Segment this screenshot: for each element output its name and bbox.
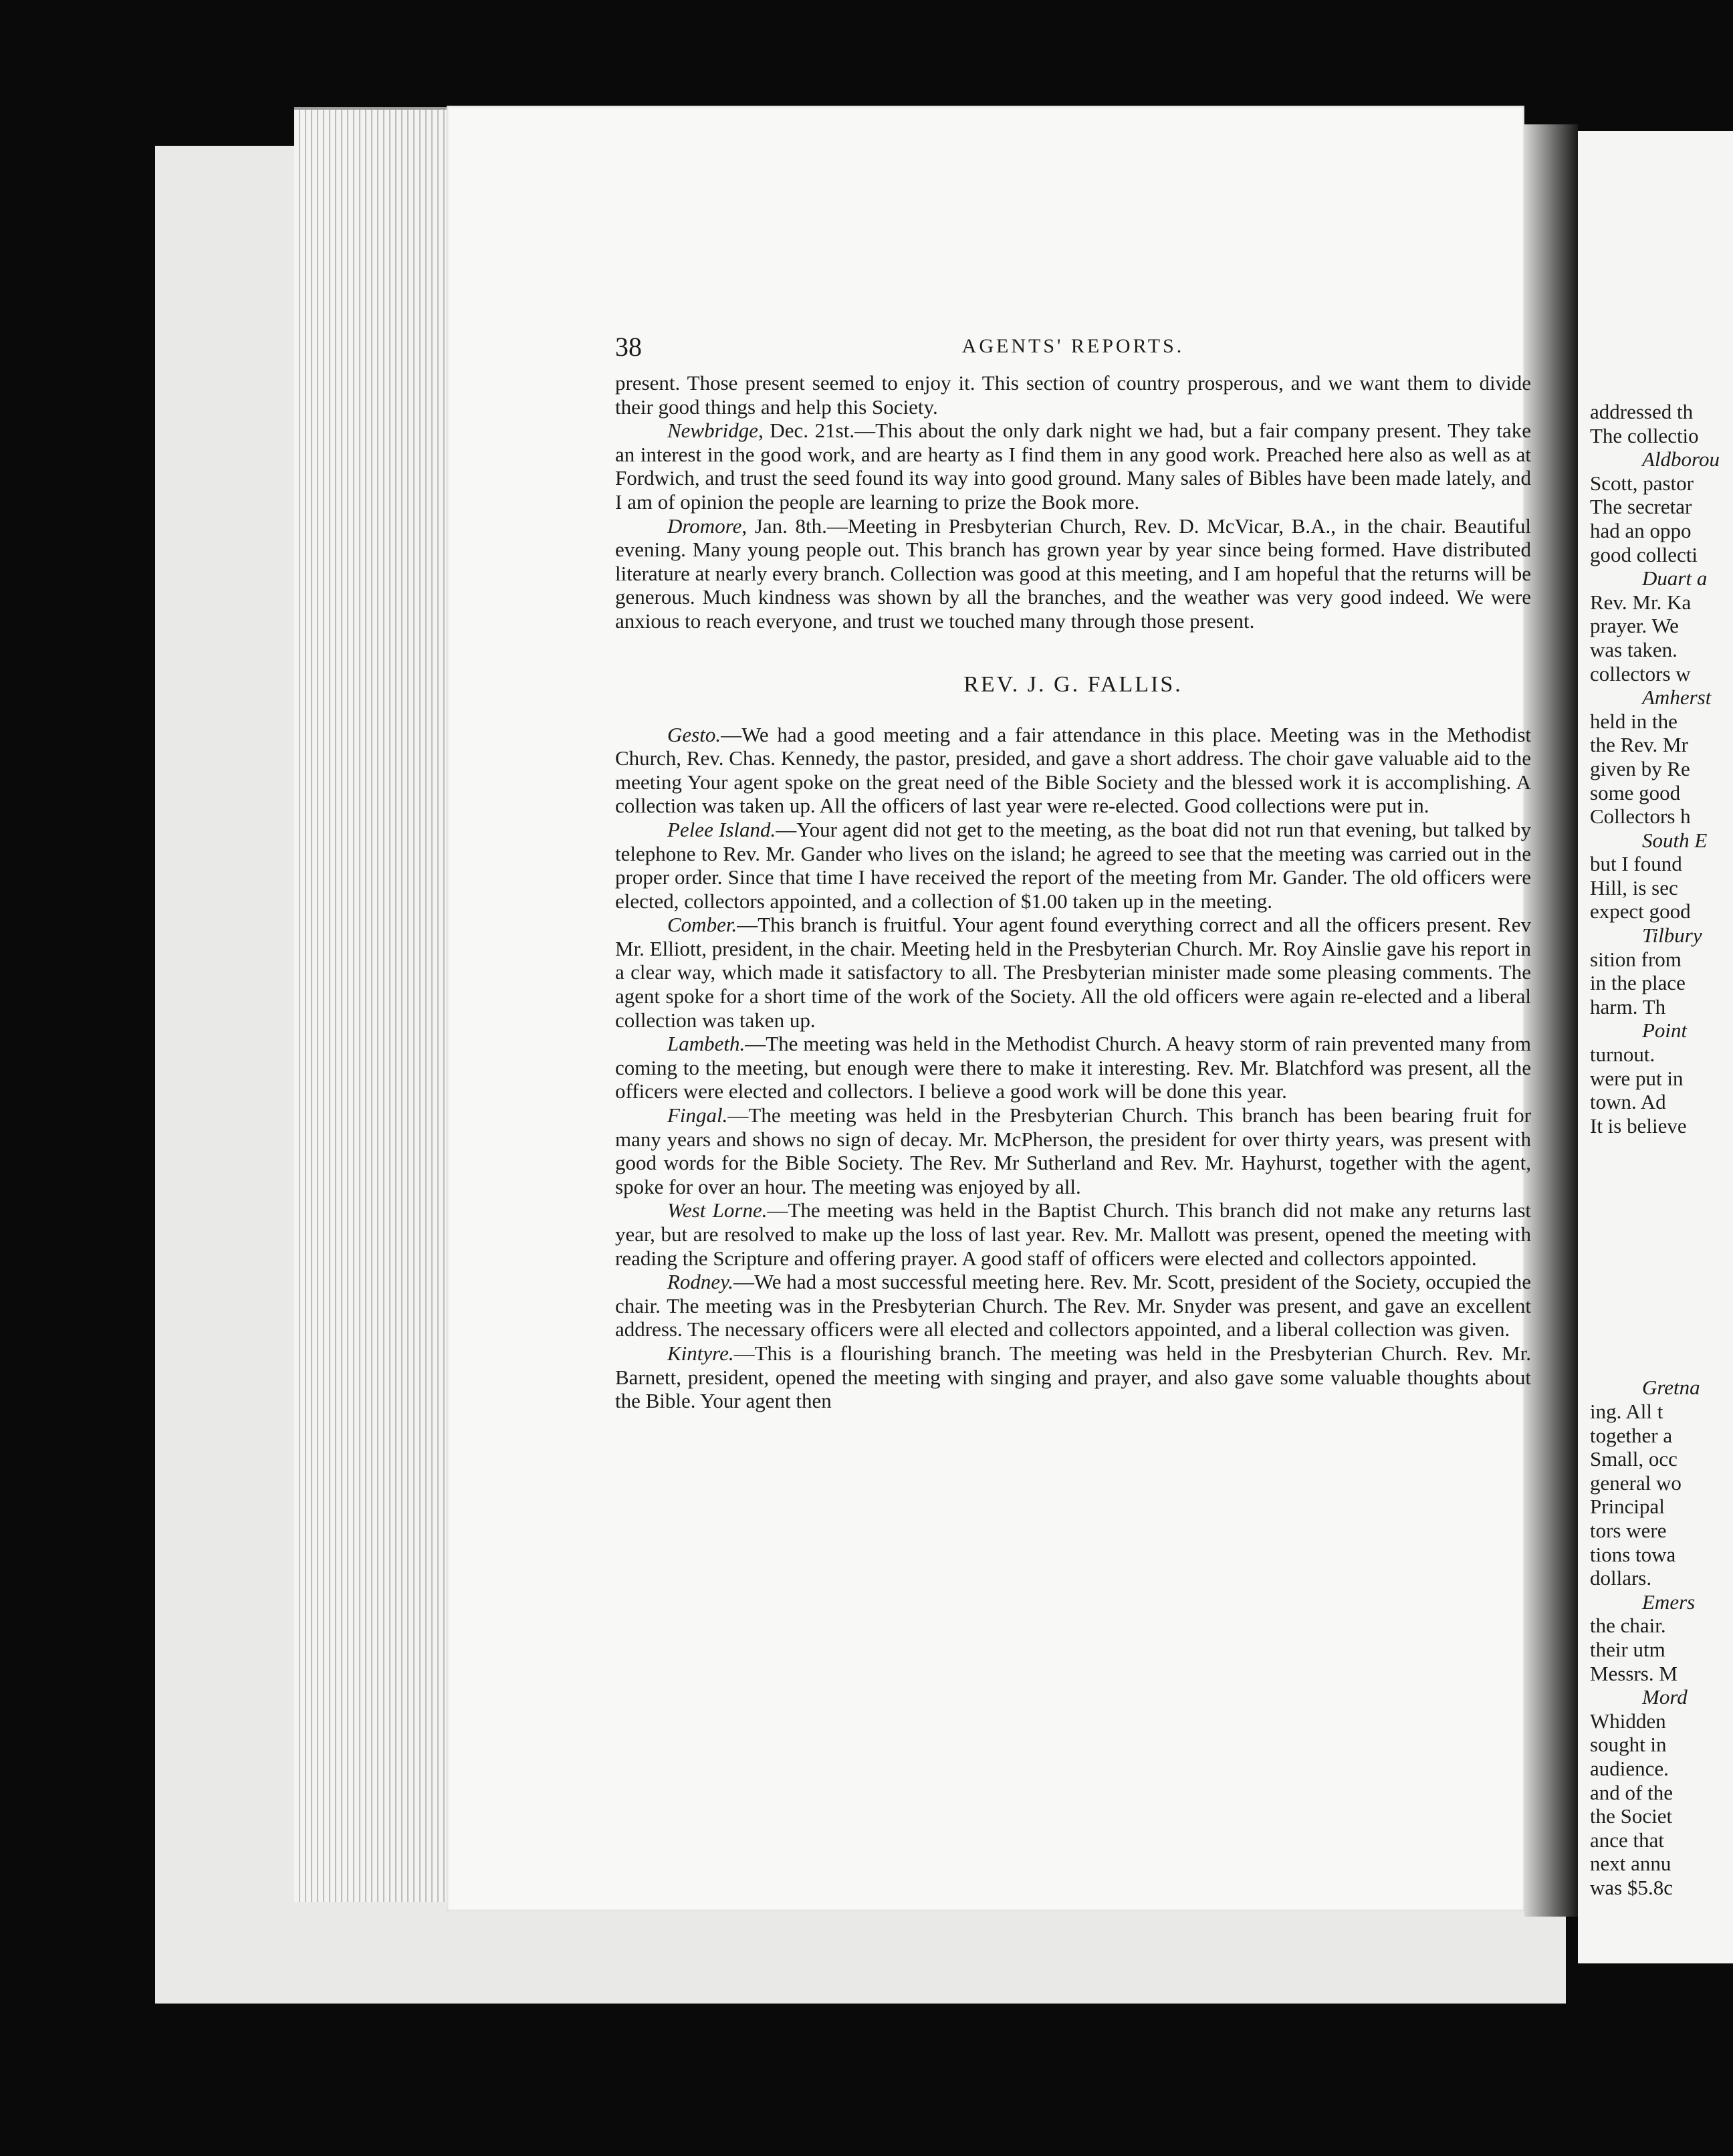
report-text: —This is a flourishing branch. The meeting was held in the Presbyterian Church. Rev. Mr. Barnett, president, opened the meeting with singing and prayer, and also gave some valuable thoughts about the Bible. Your agent then <box>615 1341 1531 1413</box>
report-paragraph <box>615 1032 1531 1103</box>
facing-line-text: Rev. Mr. Ka <box>1590 590 1692 614</box>
facing-line-text: expect good <box>1590 899 1691 924</box>
report-paragraph <box>615 723 1531 818</box>
facing-page-line <box>1590 1495 1733 1519</box>
facing-line-text: sought in <box>1590 1733 1667 1757</box>
facing-page-line <box>1590 829 1733 853</box>
facing-line-text: tors were <box>1590 1518 1667 1542</box>
facing-line-text: Collectors h <box>1590 804 1691 829</box>
intro-reports <box>615 371 1531 633</box>
facing-line-text: the chair. <box>1590 1614 1666 1638</box>
facing-line-text: sition from <box>1590 947 1682 971</box>
facing-page-line <box>1590 1638 1733 1662</box>
facing-line-text: town. Ad <box>1590 1090 1666 1114</box>
facing-page-line <box>1590 495 1733 519</box>
page-number: 38 <box>615 332 642 362</box>
section-heading: REV. J. G. FALLIS. <box>963 671 1183 697</box>
report-text: —The meeting was held in the Baptist Church. This branch did not make any returns last year, but are resolved to make up the loss of last year. Rev. Mr. Mallott was present, opened the meeting with reading the Scripture and offering prayer. A good staff of officers were elected and collectors appointed. <box>615 1198 1532 1270</box>
page-content <box>615 331 1531 1413</box>
facing-page-line <box>1590 733 1733 757</box>
facing-page-line <box>1590 471 1733 496</box>
report-text: present. Those present seemed to enjoy it. This section of country prosperous, and we want them to divide their good things and help this Society. <box>615 371 1531 419</box>
report-paragraph <box>615 1103 1531 1198</box>
facing-line-text: in the place <box>1590 971 1686 995</box>
facing-place-name: Amherst <box>1642 685 1712 710</box>
facing-page-line <box>1590 1543 1733 1567</box>
report-paragraph <box>615 913 1531 1032</box>
facing-page-line <box>1590 1090 1733 1114</box>
facing-page-line <box>1590 638 1733 662</box>
report-paragraph <box>615 1270 1531 1341</box>
agent-reports <box>615 723 1531 1413</box>
facing-page-line <box>1590 1733 1733 1757</box>
facing-line-text: The secretar <box>1590 495 1692 519</box>
facing-page-line <box>1590 662 1733 686</box>
facing-page-line <box>1590 924 1733 948</box>
place-name: Comber. <box>667 913 737 937</box>
facing-page-line <box>1590 1614 1733 1638</box>
report-text: —This branch is fruitful. Your agent found everything correct and all the officers present. Rev Mr. Elliott, president, in the chair. Meeting held in the Presbyterian Church. Mr. Roy Ainslie gave his report in a clear way, which made it satisfactory to all. The Presbyterian minister made some pleasing comments. The agent spoke for a short time of the work of the Society. All the old officers were again re-elected and a liberal collection was taken up. <box>615 913 1531 1032</box>
facing-line-text: Scott, pastor <box>1590 471 1694 495</box>
facing-line-text: given by Re <box>1590 756 1690 780</box>
facing-page-line <box>1590 1804 1733 1828</box>
facing-page-line <box>1590 590 1733 615</box>
place-name: Pelee Island. <box>667 817 776 841</box>
report-text: —We had a good meeting and a fair attendance in this place. Meeting was in the Methodist Church, Rev. Chas. Kennedy, the pastor, presided, and gave a short address. The choir gave valuable aid to the meeting Your agent spoke on the great need of the Bible Society and the blessed work it is accomplishing. A collection was taken up. All the officers of last year were re-elected. Good collections were put in. <box>615 722 1531 818</box>
place-name: Newbridge <box>667 419 759 443</box>
facing-line-text: tions towa <box>1590 1542 1676 1566</box>
facing-page-line <box>1590 1852 1733 1876</box>
facing-line-text: audience. <box>1590 1756 1669 1780</box>
facing-line-text: some good <box>1590 780 1681 804</box>
facing-line-text: It is believe <box>1590 1113 1687 1138</box>
report-paragraph <box>615 514 1531 633</box>
facing-line-text: good collecti <box>1590 542 1698 566</box>
facing-page-text <box>1590 400 1733 1899</box>
facing-line-text: the Rev. Mr <box>1590 733 1688 757</box>
facing-line-text: was taken. <box>1590 637 1678 661</box>
facing-page-line <box>1590 447 1733 471</box>
facing-line-text: general wo <box>1590 1471 1682 1495</box>
facing-page-line <box>1590 1376 1733 1400</box>
facing-place-name: Mord <box>1642 1685 1688 1709</box>
facing-line-text: held in the <box>1590 709 1678 733</box>
report-text: —We had a most successful meeting here. Rev. Mr. Scott, president of the Society, occupied the chair. The meeting was in the Presbyterian Church. The Rev. Mr. Snyder was present, and gave an excellent address. The necessary officers were all elected and collectors appointed, and a liberal collection was given. <box>615 1270 1531 1341</box>
facing-place-name: Tilbury <box>1642 924 1702 948</box>
facing-page-line <box>1590 519 1733 543</box>
facing-page-line <box>1590 710 1733 734</box>
facing-page-line <box>1590 971 1733 995</box>
running-title: AGENTS' REPORTS. <box>961 335 1185 357</box>
facing-page-line <box>1590 948 1733 972</box>
facing-line-text: was $5.8c <box>1590 1875 1673 1899</box>
facing-page-line <box>1590 1781 1733 1805</box>
facing-line-text: Hill, is sec <box>1590 875 1678 899</box>
facing-place-name: Duart a <box>1642 566 1708 590</box>
facing-page-line <box>1590 1424 1733 1448</box>
facing-page-line <box>1590 1018 1733 1043</box>
report-text: —Your agent did not get to the meeting, as the boat did not run that evening, but talked by telephone to Rev. Mr. Gander who lives on the island; he agreed to see that the meeting was carried out in the proper order. Since that time I have received the report of the meeting from Mr. Gander. The old officers were elected, collectors appointed, and a collection of $1.00 taken up in the meeting. <box>615 817 1531 913</box>
facing-line-text: addressed th <box>1590 400 1694 423</box>
facing-page-line <box>1590 566 1733 590</box>
facing-page-line <box>1590 995 1733 1019</box>
report-paragraph <box>615 1198 1531 1270</box>
facing-line-text: ing. All t <box>1590 1400 1663 1423</box>
facing-line-text: together a <box>1590 1423 1673 1447</box>
facing-place-name: Gretna <box>1642 1376 1700 1400</box>
facing-line-text: Messrs. M <box>1590 1661 1678 1685</box>
facing-page-line <box>1590 876 1733 900</box>
facing-page-line <box>1590 424 1733 448</box>
facing-page-line <box>1590 1828 1733 1852</box>
facing-page-line <box>1590 1685 1733 1709</box>
facing-place-name: Point <box>1642 1018 1688 1043</box>
page-edges-stack <box>294 107 448 1902</box>
place-name: West Lorne. <box>667 1198 768 1222</box>
facing-page-line <box>1590 1590 1733 1614</box>
facing-page-line <box>1590 614 1733 638</box>
report-paragraph <box>615 419 1531 514</box>
facing-page-line <box>1590 1043 1733 1067</box>
facing-page-line <box>1590 1519 1733 1543</box>
report-paragraph <box>615 371 1531 419</box>
facing-page-line <box>1590 685 1733 710</box>
facing-page-line <box>1590 543 1733 567</box>
report-text: , Jan. 8th.—Meeting in Presbyterian Church, Rev. D. McVicar, B.A., in the chair. Beautiful evening. Many young people out. This branch has grown year by year since being formed. Have distributed literature at nearly every branch. Collection was good at this meeting, and I am hopeful that the returns will be generous. Much kindness was shown by all the branches, and the weather was very good indeed. We were anxious to reach everyone, and trust we touched many through those present. <box>615 514 1531 633</box>
facing-line-text: the Societ <box>1590 1804 1673 1828</box>
facing-line-text: prayer. We <box>1590 614 1679 638</box>
facing-page <box>1578 131 1733 1963</box>
facing-page-line <box>1590 1447 1733 1471</box>
place-name: Fingal. <box>667 1103 728 1127</box>
facing-line-text: their utm <box>1590 1637 1665 1661</box>
facing-line-text: Small, occ <box>1590 1447 1678 1471</box>
facing-line-text: were put in <box>1590 1066 1684 1090</box>
place-name: Lambeth. <box>667 1032 745 1056</box>
facing-page-line <box>1590 804 1733 829</box>
facing-line-text: Principal <box>1590 1495 1665 1519</box>
facing-page-line <box>1590 781 1733 805</box>
page-header <box>615 331 1531 371</box>
facing-line-text: had an oppo <box>1590 518 1692 542</box>
facing-page-line <box>1590 1067 1733 1091</box>
facing-line-text: next annu <box>1590 1852 1671 1876</box>
facing-page-line <box>1590 852 1733 876</box>
facing-page-line <box>1590 1662 1733 1686</box>
facing-line-text: turnout. <box>1590 1043 1655 1067</box>
facing-line-text: but I found <box>1590 852 1682 876</box>
facing-page-line <box>1590 1400 1733 1424</box>
report-text: , Dec. 21st.—This about the only dark night we had, but a fair company present. They take an interest in the good work, and are hearty as I find them in any good work. Preached here also as well as at Fordwich, and trust the seed found its way into good ground. Many sales of Bibles have been made lately, and I am of opinion the people are learning to prize the Book more. <box>615 419 1531 514</box>
facing-page-line <box>1590 1876 1733 1900</box>
facing-page-line <box>1590 899 1733 924</box>
facing-page-line <box>1590 757 1733 781</box>
report-paragraph <box>615 1341 1531 1413</box>
place-name: Rodney. <box>667 1270 733 1294</box>
facing-place-name: Aldborou <box>1642 447 1720 471</box>
facing-page-line <box>1590 1757 1733 1781</box>
facing-page-line <box>1590 1709 1733 1733</box>
facing-page-line <box>1590 1566 1733 1590</box>
facing-line-text: dollars. <box>1590 1566 1652 1590</box>
place-name: Dromore <box>667 514 742 538</box>
facing-line-text: and of the <box>1590 1780 1673 1804</box>
facing-line-text: Whidden <box>1590 1709 1666 1733</box>
facing-place-name: South E <box>1642 828 1708 852</box>
facing-place-name: Emers <box>1642 1590 1696 1614</box>
facing-page-line <box>1590 400 1733 424</box>
facing-page-line <box>1590 1114 1733 1138</box>
facing-line-text: ance that <box>1590 1828 1665 1852</box>
place-name: Gesto. <box>667 722 721 746</box>
facing-line-text: collectors w <box>1590 661 1691 685</box>
facing-line-text: The collectio <box>1590 423 1699 447</box>
facing-page-line <box>1590 1471 1733 1495</box>
report-text: —The meeting was held in the Methodist Church. A heavy storm of rain prevented many from coming to the meeting, but enough were there to make it interesting. Rev. Mr. Blatchford was present, all the officers were elected and collectors. I believe a good work will be done this year. <box>615 1032 1531 1103</box>
gutter-shadow <box>1524 124 1578 1917</box>
place-name: Kintyre. <box>667 1341 734 1365</box>
report-paragraph <box>615 818 1531 913</box>
report-text: —The meeting was held in the Presbyterian Church. This branch has been bearing fruit for many years and shows no sign of decay. Mr. McPherson, the president for over thirty years, was present with good words for the Bible Society. The Rev. Mr Sutherland and Rev. Mr. Hayhurst, together with the agent, spoke for over an hour. The meeting was enjoyed by all. <box>615 1103 1531 1198</box>
facing-line-text: harm. Th <box>1590 994 1666 1018</box>
